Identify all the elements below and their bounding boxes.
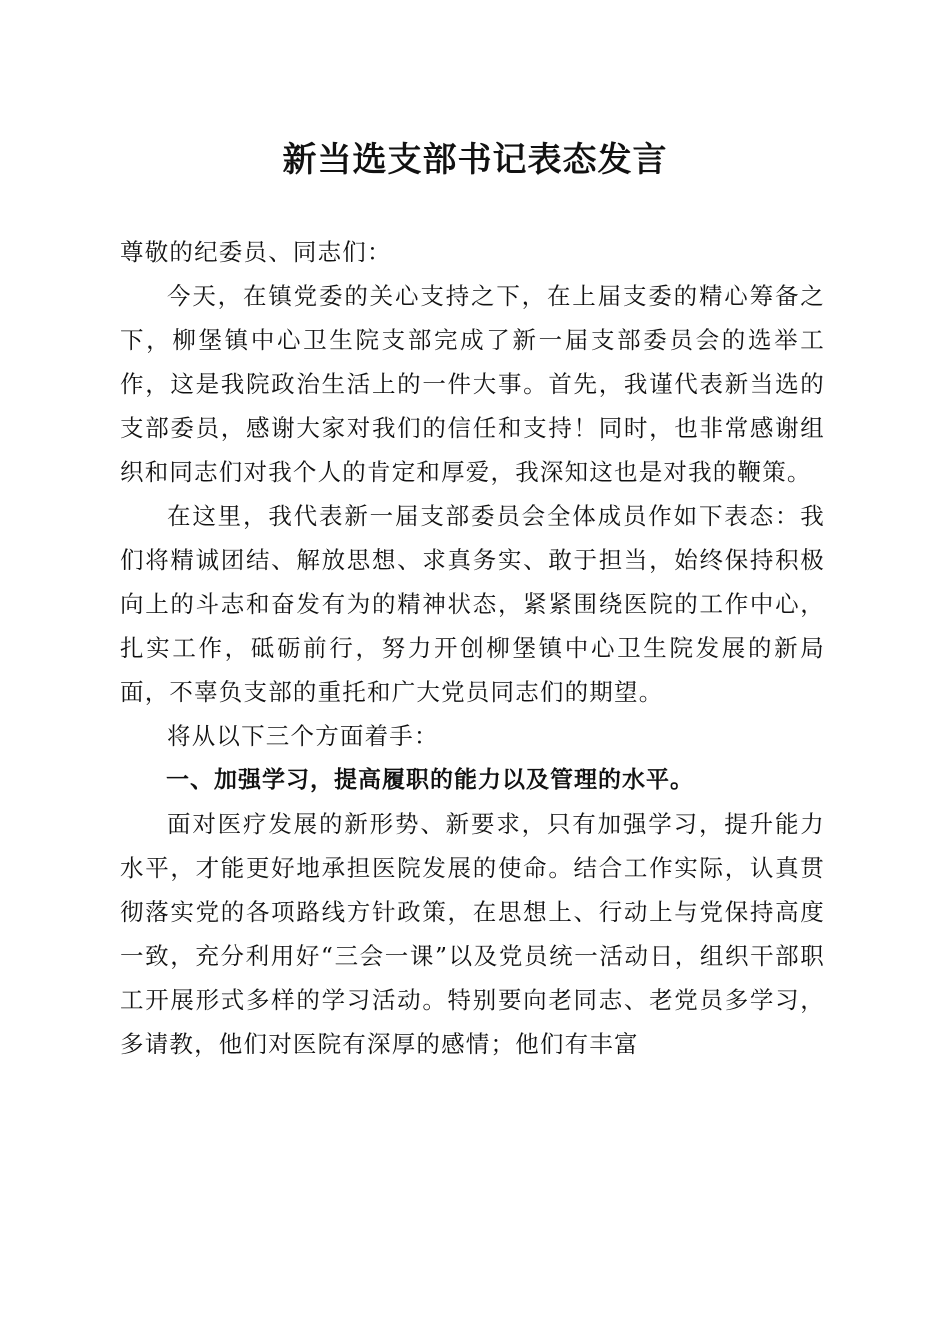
paragraph-opening: 今天，在镇党委的关心支持之下，在上届支委的精心筹备之下，柳堡镇中心卫生院支部完成了新一届支部委员会的选举工作，这是我院政治生活上的一件大事。首先，我谨代表新当选的支部委员，感谢大家对我们的信任和支持！同时，也非常感谢组织和同志们对我个人的肯定和厚爱，我深知这也是对我的鞭策。 <box>120 282 825 486</box>
section-heading-learning: 一、加强学习，提高履职的能力以及管理的水平。 <box>166 767 694 793</box>
document-body <box>120 230 825 1066</box>
document-title: 新当选支部书记表态发言 <box>282 140 668 180</box>
paragraph-three-aspects: 将从以下三个方面着手： <box>167 722 439 750</box>
salutation: 尊敬的纪委员、同志们： <box>120 238 392 266</box>
paragraph-pledge: 在这里，我代表新一届支部委员会全体成员作如下表态：我们将精诚团结、解放思想、求真务实、敢于担当，始终保持积极向上的斗志和奋发有为的精神状态，紧紧围绕医院的工作中心，扎实工作，砥砺前行，努力开创柳堡镇中心卫生院发展的新局面，不辜负支部的重托和广大党员同志们的期望。 <box>120 502 825 706</box>
paragraph-learning: 面对医疗发展的新形势、新要求，只有加强学习，提升能力水平，才能更好地承担医院发展的使命。结合工作实际，认真贯彻落实党的各项路线方针政策，在思想上、行动上与党保持高度一致，充分利用好“三会一课”以及党员统一活动日，组织干部职工开展形式多样的学习活动。特别要向老同志、老党员多学习，多请教，他们对医院有深厚的感情；他们有丰富 <box>120 810 825 1058</box>
